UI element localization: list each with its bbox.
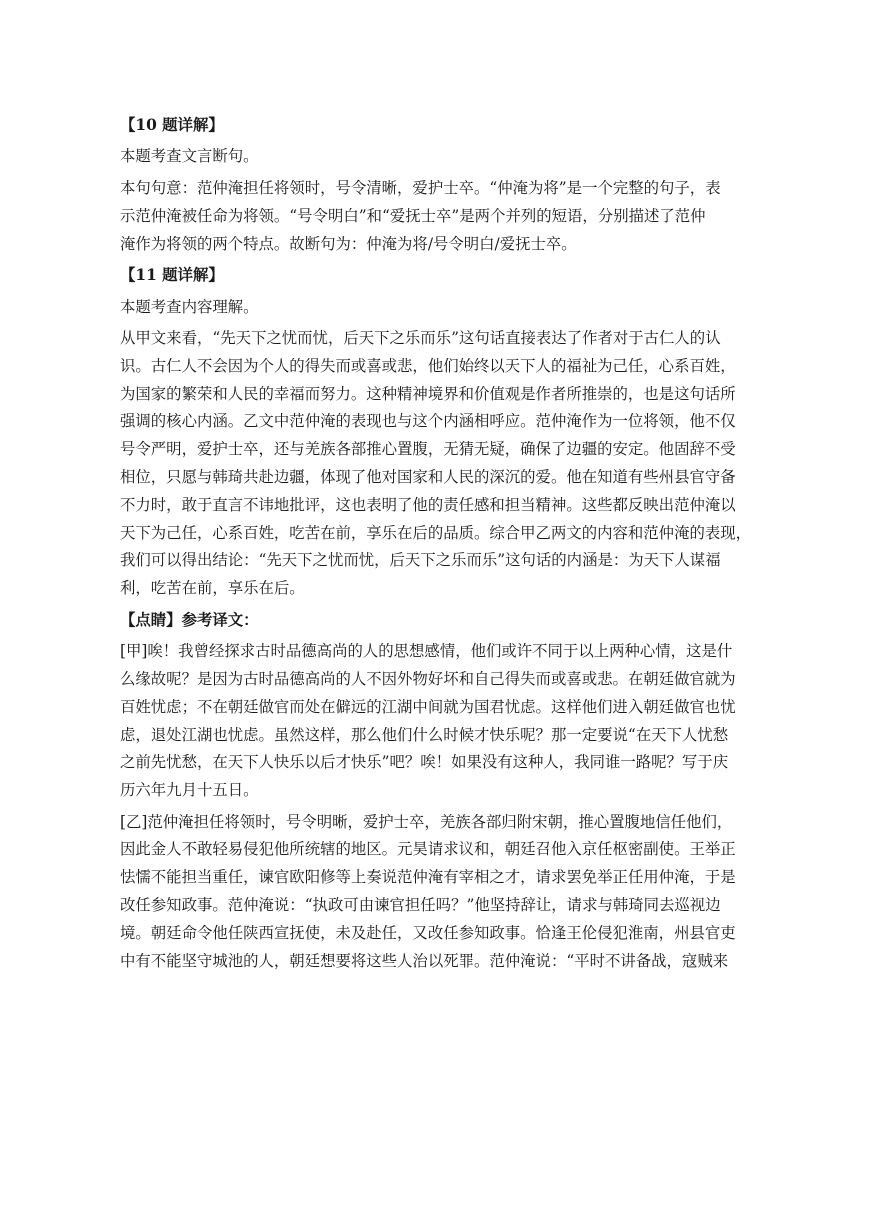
translation-yi-line: 改任参知政事。范仲淹说：“执政可由谏官担任吗？”他坚持辞让，请求与韩琦同去巡视边 — [120, 896, 721, 915]
q11-paragraph-line: 从甲文来看，“先天下之忧而忧，后天下之乐而乐”这句话直接表达了作者对于古仁人的认 — [120, 329, 721, 348]
q11-paragraph-line: 我们可以得出结论：“先天下之忧而忧，后天下之乐而乐”这句话的内涵是：为天下人谋福 — [120, 551, 721, 570]
translation-jia-line: 么缘故呢？是因为古时品德高尚的人不因外物好坏和自己得失而或喜或悲。在朝廷做官就为 — [120, 669, 736, 688]
q11-paragraph-line: 天下为己任，心系百姓，吃苦在前，享乐在后的品质。综合甲乙两文的内容和范仲淹的表现， — [120, 523, 752, 542]
translation-yi-line: [乙]范仲淹担任将领时，号令明晰，爱护士卒，羌族各部归附宋朝，推心置腹地信任他们， — [120, 812, 733, 831]
q11-heading: 【11 题详解】 — [120, 266, 224, 285]
q10-paragraph-line: 淹作为将领的两个特点。故断句为：仲淹为将/号令明白/爱抚士卒。 — [120, 234, 577, 253]
translation-jia-line: 之前先忧愁，在天下人快乐以后才快乐”吧？唉！如果没有这种人，我同谁一路呢？写于庆 — [120, 753, 729, 772]
document-page — [120, 112, 752, 975]
q11-paragraph-line: 不力时，敢于直言不讳地批评，这也表明了他的责任感和担当精神。这些都反映出范仲淹以 — [120, 495, 736, 514]
translation-yi-line: 怯懦不能担当重任，谏官欧阳修等上奏说范仲淹有宰相之才，请求罢免举正任用仲淹，于是 — [120, 868, 736, 887]
translation-yi-line: 因此金人不敢轻易侵犯他所统辖的地区。元昊请求议和，朝廷召他入京任枢密副使。王举正 — [120, 840, 736, 859]
q11-paragraph-line: 识。古仁人不会因为个人的得失而或喜或悲，他们始终以天下人的福祉为己任，心系百姓， — [120, 356, 736, 375]
translation-jia-line: 虑，退处江湖也忧虑。虽然这样，那么他们什么时候才快乐呢？那一定要说“在天下人忧愁 — [120, 725, 729, 744]
q10-paragraph-line: 示范仲淹被任命为将领。“号令明白”和“爱抚士卒”是两个并列的短语，分别描述了范仲 — [120, 206, 706, 225]
translation-yi-line: 中有不能坚守城池的人，朝廷想要将这些人治以死罪。范仲淹说：“平时不讲备战，寇贼来 — [120, 951, 729, 970]
q11-topic: 本题考查内容理解。 — [120, 297, 259, 316]
dianjing-heading: 【点睛】参考译文： — [120, 610, 259, 629]
q11-paragraph-line: 为国家的繁荣和人民的幸福而努力。这种精神境界和价值观是作者所推崇的，也是这句话所 — [120, 384, 736, 403]
q10-heading: 【10 题详解】 — [120, 116, 224, 134]
translation-jia-line: [甲]唉！我曾经探求古时品德高尚的人的思想感情，他们或许不同于以上两种心情，这是什 — [120, 642, 733, 661]
q10-topic: 本题考查文言断句。 — [120, 147, 259, 166]
q11-paragraph-line: 利，吃苦在前，享乐在后。 — [120, 579, 305, 598]
q11-paragraph-line: 相位，只愿与韩琦共赴边疆，体现了他对国家和人民的深沉的爱。他在知道有些州县官守备 — [120, 468, 736, 486]
translation-yi-line: 境。朝廷命令他任陕西宣抚使，未及赴任，又改任参知政事。恰逢王伦侵犯淮南，州县官吏 — [120, 923, 736, 942]
q10-paragraph-line: 本句句意：范仲淹担任将领时，号令清晰，爱护士卒。“仲淹为将”是一个完整的句子，表 — [120, 178, 721, 197]
q11-paragraph-line: 号令严明，爱护士卒，还与羌族各部推心置腹，无猜无疑，确保了边疆的安定。他固辞不受 — [120, 440, 736, 459]
translation-jia-line: 百姓忧虑；不在朝廷做官而处在僻远的江湖中间就为国君忧虑。这样他们进入朝廷做官也忧 — [120, 697, 736, 716]
q11-paragraph-line: 强调的核心内涵。乙文中范仲淹的表现也与这个内涵相呼应。范仲淹作为一位将领，他不仅 — [120, 412, 736, 431]
translation-jia-line: 历六年九月十五日。 — [120, 781, 259, 800]
